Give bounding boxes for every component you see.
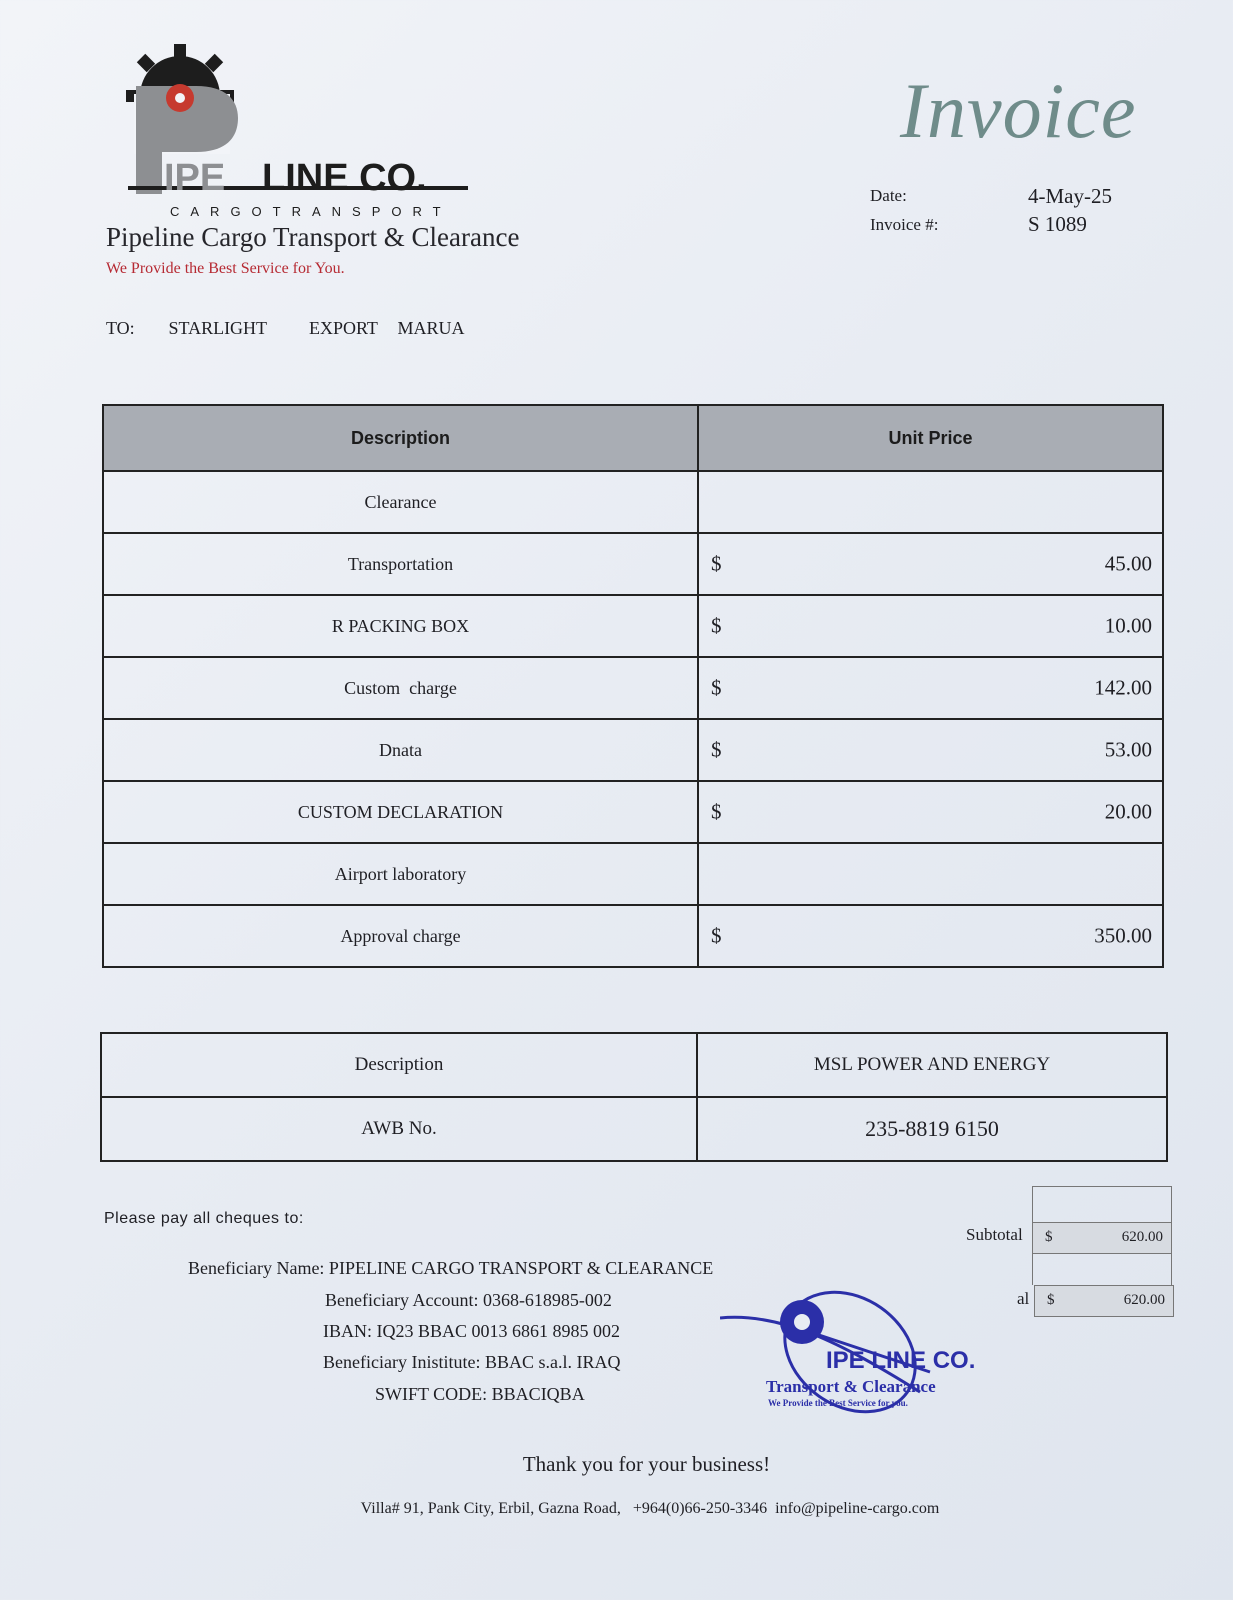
item-price: $ 142.00 — [698, 657, 1163, 719]
logo-subtext: CARGOTRANSPORT — [170, 204, 452, 219]
item-description: R PACKING BOX — [103, 595, 698, 657]
items-header-row — [103, 405, 1163, 471]
totals-spacer-box — [1032, 1253, 1172, 1285]
date-value: 4-May-25 — [1028, 184, 1112, 208]
item-description: Clearance — [103, 471, 698, 533]
item-price: $ 45.00 — [698, 533, 1163, 595]
item-price — [698, 843, 1163, 905]
total-currency: $ — [1047, 1292, 1055, 1308]
items-table — [102, 404, 1164, 968]
stamp-line-1: IPE LINE CO. — [826, 1347, 976, 1374]
footer-address: Villa# 91, Pank City, Erbil, Gazna Road, +964(0)66-250-3346 info@pipeline-cargo.com — [360, 1500, 940, 1517]
table-row — [103, 595, 1163, 657]
table-row — [103, 719, 1163, 781]
header-description: Description — [103, 405, 698, 471]
item-description: CUSTOM DECLARATION — [103, 781, 698, 843]
subtotal-amount: 620.00 — [1121, 1229, 1163, 1245]
table-row — [101, 1097, 1167, 1161]
table-row — [103, 533, 1163, 595]
awb-value: 235-8819 6150 — [697, 1097, 1167, 1161]
beneficiary-account: Beneficiary Account: 0368-618985-002 — [325, 1290, 612, 1310]
thank-you-message: Thank you for your business! — [522, 1452, 771, 1476]
page-title: Invoice — [900, 67, 1137, 154]
company-tagline: We Provide the Best Service for You. — [106, 260, 345, 277]
item-price: $ 53.00 — [698, 719, 1163, 781]
table-row — [101, 1033, 1167, 1097]
stamp-line-2: Transport & Clearance — [766, 1377, 936, 1396]
item-price — [698, 471, 1163, 533]
item-price: $ 10.00 — [698, 595, 1163, 657]
company-stamp — [720, 1282, 1020, 1432]
item-price: $ 350.00 — [698, 905, 1163, 967]
company-name: Pipeline Cargo Transport & Clearance — [106, 222, 520, 252]
table-row — [103, 781, 1163, 843]
invoice-number-label: Invoice #: — [870, 215, 939, 234]
beneficiary-name: Beneficiary Name: PIPELINE CARGO TRANSPORT & CLEARANCE — [188, 1258, 714, 1278]
awb-label: AWB No. — [101, 1097, 697, 1161]
total-amount: 620.00 — [1123, 1292, 1165, 1308]
svg-text:LINE CO.: LINE CO. — [262, 157, 427, 199]
recipient-line — [106, 318, 465, 339]
item-description: Airport laboratory — [103, 843, 698, 905]
stamp-line-3: We Provide the Best Service for you. — [768, 1398, 908, 1408]
logo-text-ipe: IPE — [164, 157, 226, 199]
total-box — [1034, 1285, 1174, 1317]
subtotal-box — [1032, 1222, 1172, 1254]
company-logo — [126, 44, 476, 234]
subtotal-currency: $ — [1045, 1229, 1053, 1245]
totals-header-box — [1032, 1186, 1172, 1225]
shipment-info-table — [100, 1032, 1168, 1162]
recipient-name-1: STARLIGHT — [168, 318, 268, 338]
iban: IBAN: IQ23 BBAC 0013 6861 8985 002 — [323, 1321, 621, 1341]
info-description-label: Description — [101, 1033, 697, 1097]
swift-code: SWIFT CODE: BBACIQBA — [375, 1384, 585, 1404]
total-label: al — [1017, 1289, 1030, 1308]
table-row — [103, 843, 1163, 905]
recipient-label: TO: — [106, 318, 135, 338]
info-description-value: MSL POWER AND ENERGY — [697, 1033, 1167, 1097]
beneficiary-institute: Beneficiary Inistitute: BBAC s.a.l. IRAQ — [323, 1352, 621, 1372]
invoice-number-value: S 1089 — [1028, 212, 1087, 236]
table-row — [103, 471, 1163, 533]
item-description: Dnata — [103, 719, 698, 781]
payment-note: Please pay all cheques to: — [104, 1210, 304, 1227]
header-unit-price: Unit Price — [698, 405, 1163, 471]
recipient-name-2: EXPORT — [309, 318, 378, 338]
item-description: Approval charge — [103, 905, 698, 967]
item-description: Transportation — [103, 533, 698, 595]
subtotal-label: Subtotal — [966, 1225, 1023, 1244]
recipient-name-3: MARUA — [397, 318, 465, 338]
item-price: $ 20.00 — [698, 781, 1163, 843]
item-description: Custom charge — [103, 657, 698, 719]
table-row — [103, 905, 1163, 967]
stamp-gear-icon — [780, 1300, 824, 1344]
date-label: Date: — [870, 186, 907, 205]
table-row — [103, 657, 1163, 719]
